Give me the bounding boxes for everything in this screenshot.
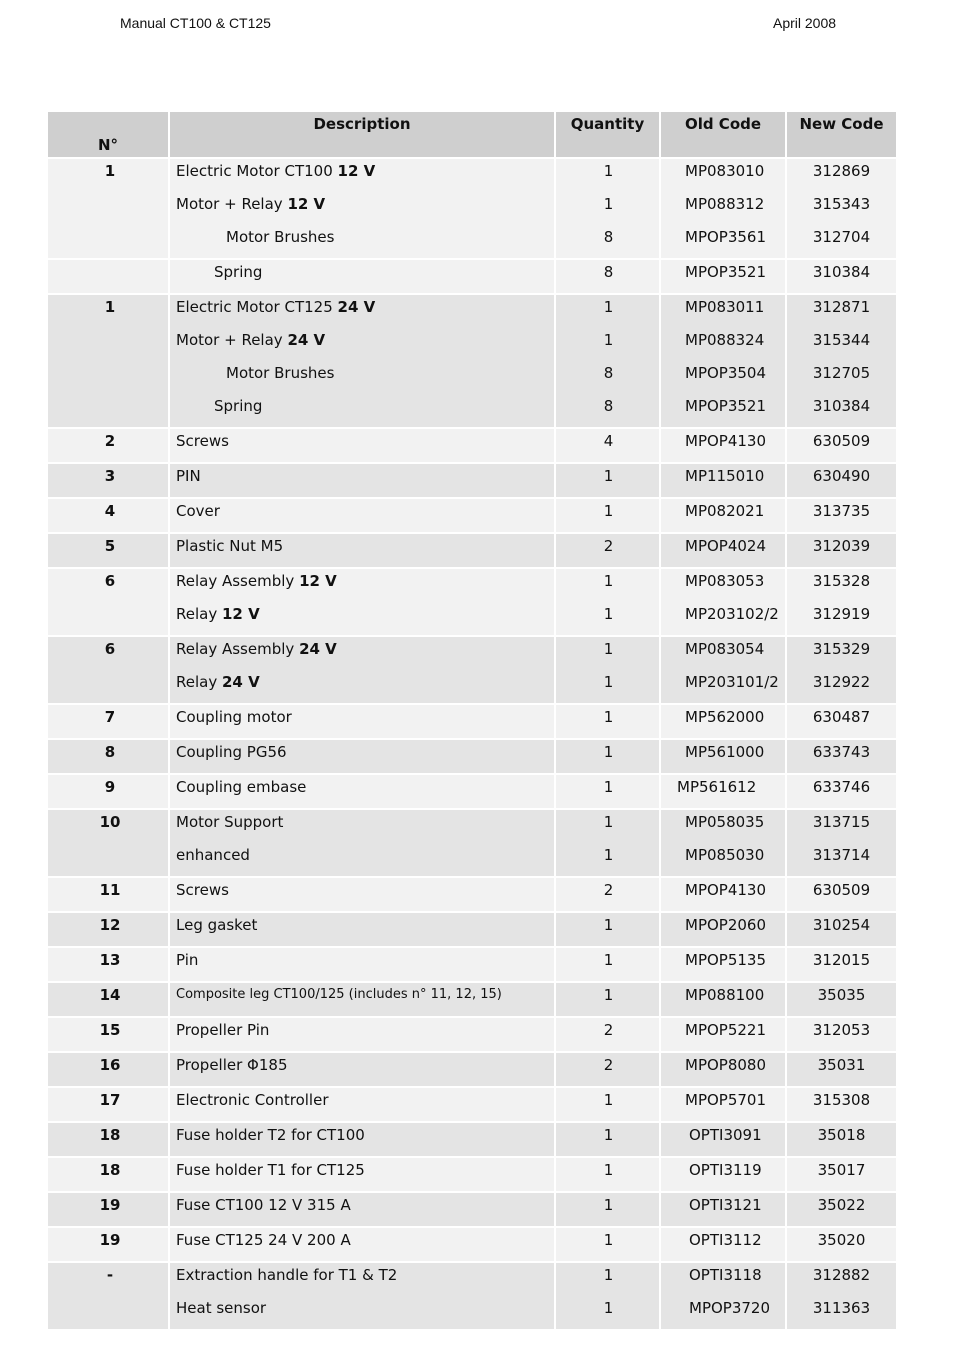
old-code-cell: MP561612 (660, 774, 786, 809)
description-text: enhanced (176, 846, 250, 864)
voltage-label: 12 V (287, 195, 326, 213)
table-row (48, 1122, 896, 1157)
part-group (48, 912, 896, 947)
part-number-cell: 8 (48, 739, 169, 774)
description-text: Coupling PG56 (176, 743, 287, 761)
part-group (48, 704, 896, 739)
description-text: Composite leg CT100/125 (includes n° 11, 12, 15) (176, 987, 502, 1002)
table-row (48, 947, 896, 982)
description-cell (169, 1227, 555, 1262)
new-code-cell: 630509 (786, 428, 896, 463)
old-code-cell: MPOP8080 (660, 1052, 786, 1087)
new-code-cell: 312015 (786, 947, 896, 982)
table-row (48, 533, 896, 568)
quantity-cell: 8 (555, 225, 660, 259)
old-code-cell: MPOP5135 (660, 947, 786, 982)
description-text: Screws (176, 432, 229, 450)
page-header (0, 0, 954, 112)
description-text: PIN (176, 467, 201, 485)
table-row (48, 328, 896, 361)
manual-title: Manual CT100 & CT125 (120, 15, 271, 31)
quantity-cell: 1 (555, 636, 660, 670)
description-cell (169, 947, 555, 982)
description-cell (169, 636, 555, 670)
description-cell (169, 1122, 555, 1157)
description-text: Relay Assembly (176, 640, 295, 658)
part-group (48, 568, 896, 636)
part-number-cell: 5 (48, 533, 169, 568)
table-row (48, 912, 896, 947)
part-group (48, 739, 896, 774)
part-number-cell (48, 602, 169, 636)
quantity-cell: 1 (555, 670, 660, 704)
table-row (48, 259, 896, 294)
quantity-cell: 1 (555, 843, 660, 877)
description-cell (169, 158, 555, 192)
part-number-cell (48, 361, 169, 394)
description-text: Screws (176, 881, 229, 899)
description-cell (169, 1296, 555, 1329)
voltage-label: 24 V (337, 298, 376, 316)
description-text: Motor Brushes (226, 228, 335, 246)
description-text: Leg gasket (176, 916, 258, 934)
part-group (48, 877, 896, 912)
description-text: Extraction handle for T1 & T2 (176, 1266, 398, 1284)
part-group (48, 498, 896, 533)
part-number-cell (48, 192, 169, 225)
old-code-cell: MP203102/2 (660, 602, 786, 636)
quantity-cell: 1 (555, 192, 660, 225)
description-text: Coupling motor (176, 708, 292, 726)
part-number-cell (48, 1296, 169, 1329)
quantity-cell: 1 (555, 1192, 660, 1227)
voltage-label: 24 V (222, 673, 260, 691)
part-number-cell: 3 (48, 463, 169, 498)
description-text: Spring (214, 263, 263, 281)
new-code-cell: 313714 (786, 843, 896, 877)
part-number-cell (48, 225, 169, 259)
part-group (48, 809, 896, 877)
table-row (48, 602, 896, 636)
quantity-cell: 2 (555, 877, 660, 912)
part-number-cell: 16 (48, 1052, 169, 1087)
old-code-cell: MP082021 (660, 498, 786, 533)
old-code-cell: MPOP5221 (660, 1017, 786, 1052)
part-number-cell: 6 (48, 636, 169, 670)
description-cell (169, 602, 555, 636)
table-row (48, 774, 896, 809)
description-cell (169, 1052, 555, 1087)
new-code-cell: 630490 (786, 463, 896, 498)
quantity-cell: 1 (555, 809, 660, 843)
part-number-cell (48, 670, 169, 704)
description-text: Pin (176, 951, 199, 969)
new-code-cell: 315308 (786, 1087, 896, 1122)
part-number-cell: 10 (48, 809, 169, 843)
description-text: Plastic Nut M5 (176, 537, 284, 555)
old-code-cell: MP085030 (660, 843, 786, 877)
description-text: Cover (176, 502, 220, 520)
description-text: Electric Motor CT125 (176, 298, 333, 316)
description-cell (169, 982, 555, 1017)
description-text: Fuse CT125 24 V 200 A (176, 1231, 351, 1249)
description-text: Electric Motor CT100 (176, 162, 333, 180)
new-code-cell: 312039 (786, 533, 896, 568)
new-code-cell: 315329 (786, 636, 896, 670)
table-row (48, 1262, 896, 1296)
old-code-cell: OPTI3112 (660, 1227, 786, 1262)
old-code-cell: MP088324 (660, 328, 786, 361)
old-code-cell: MP562000 (660, 704, 786, 739)
new-code-cell: 35022 (786, 1192, 896, 1227)
old-code-cell: MP203101/2 (660, 670, 786, 704)
part-number-cell: - (48, 1262, 169, 1296)
description-text: Motor Support (176, 813, 284, 831)
description-cell (169, 877, 555, 912)
part-number-cell: 18 (48, 1157, 169, 1192)
table-row (48, 294, 896, 328)
description-cell (169, 294, 555, 328)
new-code-cell: 312882 (786, 1262, 896, 1296)
description-cell (169, 1262, 555, 1296)
part-number-cell: 15 (48, 1017, 169, 1052)
old-code-cell: MPOP3521 (660, 394, 786, 428)
new-code-cell: 312871 (786, 294, 896, 328)
part-number-cell (48, 843, 169, 877)
quantity-cell: 1 (555, 602, 660, 636)
table-row (48, 670, 896, 704)
old-code-cell: MP058035 (660, 809, 786, 843)
old-code-cell: MP088312 (660, 192, 786, 225)
description-text: Propeller Pin (176, 1021, 270, 1039)
part-group (48, 158, 896, 259)
table-row (48, 158, 896, 192)
description-cell (169, 1157, 555, 1192)
old-code-cell: MP083054 (660, 636, 786, 670)
part-number-cell: 1 (48, 294, 169, 328)
table-row (48, 809, 896, 843)
description-cell (169, 1087, 555, 1122)
old-code-cell: MPOP4130 (660, 877, 786, 912)
new-code-cell: 630487 (786, 704, 896, 739)
new-code-cell: 35017 (786, 1157, 896, 1192)
table-row (48, 361, 896, 394)
description-cell (169, 843, 555, 877)
part-number-cell: 17 (48, 1087, 169, 1122)
new-code-cell: 310384 (786, 394, 896, 428)
part-group (48, 947, 896, 982)
old-code-cell: OPTI3121 (660, 1192, 786, 1227)
description-cell (169, 463, 555, 498)
quantity-cell: 1 (555, 1087, 660, 1122)
old-code-cell: MPOP3504 (660, 361, 786, 394)
quantity-cell: 1 (555, 568, 660, 602)
part-group (48, 1052, 896, 1087)
table-row (48, 1017, 896, 1052)
new-code-cell: 315344 (786, 328, 896, 361)
old-code-cell: MP561000 (660, 739, 786, 774)
old-code-cell: MP083053 (660, 568, 786, 602)
quantity-cell: 2 (555, 1052, 660, 1087)
table-row (48, 394, 896, 428)
new-code-cell: 315328 (786, 568, 896, 602)
new-code-cell: 35031 (786, 1052, 896, 1087)
table-row (48, 739, 896, 774)
description-text: Spring (214, 397, 263, 415)
part-group (48, 1122, 896, 1157)
new-code-cell: 312704 (786, 225, 896, 259)
table-row (48, 1192, 896, 1227)
part-group (48, 428, 896, 463)
quantity-cell: 2 (555, 533, 660, 568)
parts-table (48, 112, 896, 1329)
table-row (48, 463, 896, 498)
description-text: Fuse CT100 12 V 315 A (176, 1196, 351, 1214)
part-number-cell: 7 (48, 704, 169, 739)
quantity-cell: 8 (555, 259, 660, 294)
quantity-cell: 1 (555, 1296, 660, 1329)
quantity-cell: 1 (555, 328, 660, 361)
old-code-cell: OPTI3118 (660, 1262, 786, 1296)
table-row (48, 1157, 896, 1192)
table-row (48, 428, 896, 463)
part-number-cell (48, 394, 169, 428)
description-text: Motor Brushes (226, 364, 335, 382)
old-code-cell: OPTI3119 (660, 1157, 786, 1192)
new-code-cell: 311363 (786, 1296, 896, 1329)
part-number-cell: 4 (48, 498, 169, 533)
part-number-cell: 12 (48, 912, 169, 947)
table-row (48, 1052, 896, 1087)
description-cell (169, 670, 555, 704)
description-text: Heat sensor (176, 1299, 267, 1317)
description-cell (169, 192, 555, 225)
part-number-cell (48, 328, 169, 361)
description-cell (169, 774, 555, 809)
description-cell (169, 739, 555, 774)
old-code-cell: MPOP5701 (660, 1087, 786, 1122)
new-code-cell: 312869 (786, 158, 896, 192)
quantity-cell: 1 (555, 463, 660, 498)
new-code-cell: 633746 (786, 774, 896, 809)
part-number-cell: 14 (48, 982, 169, 1017)
part-number-cell: 9 (48, 774, 169, 809)
table-row (48, 225, 896, 259)
quantity-cell: 1 (555, 1122, 660, 1157)
quantity-cell: 1 (555, 947, 660, 982)
new-code-cell: 315343 (786, 192, 896, 225)
quantity-cell: 4 (555, 428, 660, 463)
description-text: Relay (176, 605, 218, 623)
table-row (48, 498, 896, 533)
new-code-cell: 310384 (786, 259, 896, 294)
new-code-cell: 313735 (786, 498, 896, 533)
new-code-cell: 312053 (786, 1017, 896, 1052)
old-code-cell: MP088100 (660, 982, 786, 1017)
table-row (48, 982, 896, 1017)
description-text: Propeller Φ185 (176, 1056, 288, 1074)
quantity-cell: 2 (555, 1017, 660, 1052)
description-text: Motor + Relay (176, 195, 283, 213)
description-cell (169, 361, 555, 394)
description-text: Relay Assembly (176, 572, 295, 590)
table-row (48, 568, 896, 602)
table-row (48, 1087, 896, 1122)
description-text: Fuse holder T1 for CT125 (176, 1161, 365, 1179)
quantity-cell: 1 (555, 1227, 660, 1262)
description-cell (169, 328, 555, 361)
description-cell (169, 225, 555, 259)
old-code-cell: MPOP4130 (660, 428, 786, 463)
description-text: Fuse holder T2 for CT100 (176, 1126, 365, 1144)
part-group (48, 1192, 896, 1227)
table-row (48, 877, 896, 912)
part-group (48, 533, 896, 568)
old-code-cell: MP083010 (660, 158, 786, 192)
table-row (48, 704, 896, 739)
new-code-cell: 312919 (786, 602, 896, 636)
description-text: Electronic Controller (176, 1091, 329, 1109)
description-cell (169, 912, 555, 947)
voltage-label: 12 V (337, 162, 376, 180)
column-header-number: N° (48, 112, 169, 158)
new-code-cell: 35020 (786, 1227, 896, 1262)
new-code-cell: 633743 (786, 739, 896, 774)
voltage-label: 24 V (299, 640, 337, 658)
quantity-cell: 1 (555, 498, 660, 533)
column-header-old-code: Old Code (660, 112, 786, 158)
quantity-cell: 8 (555, 361, 660, 394)
part-group (48, 774, 896, 809)
description-text: Relay (176, 673, 218, 691)
part-group (48, 1157, 896, 1192)
new-code-cell: 310254 (786, 912, 896, 947)
old-code-cell: MPOP2060 (660, 912, 786, 947)
quantity-cell: 1 (555, 739, 660, 774)
new-code-cell: 313715 (786, 809, 896, 843)
new-code-cell: 312705 (786, 361, 896, 394)
voltage-label: 12 V (299, 572, 337, 590)
new-code-cell: 312922 (786, 670, 896, 704)
part-number-cell: 1 (48, 158, 169, 192)
description-cell (169, 1017, 555, 1052)
parts-table-header (48, 112, 896, 158)
part-group (48, 982, 896, 1017)
quantity-cell: 1 (555, 1262, 660, 1296)
part-number-cell: 11 (48, 877, 169, 912)
part-number-cell: 6 (48, 568, 169, 602)
quantity-cell: 1 (555, 158, 660, 192)
column-header-new-code: New Code (786, 112, 896, 158)
part-number-cell: 19 (48, 1227, 169, 1262)
voltage-label: 12 V (222, 605, 260, 623)
old-code-cell: MPOP4024 (660, 533, 786, 568)
part-group (48, 259, 896, 294)
part-group (48, 1262, 896, 1329)
old-code-cell: MPOP3561 (660, 225, 786, 259)
new-code-cell: 630509 (786, 877, 896, 912)
quantity-cell: 1 (555, 294, 660, 328)
description-cell (169, 1192, 555, 1227)
old-code-cell: MP083011 (660, 294, 786, 328)
quantity-cell: 1 (555, 774, 660, 809)
description-cell (169, 809, 555, 843)
part-group (48, 1087, 896, 1122)
table-row (48, 192, 896, 225)
table-row (48, 843, 896, 877)
description-cell (169, 568, 555, 602)
description-cell (169, 428, 555, 463)
table-row (48, 636, 896, 670)
table-row (48, 1296, 896, 1329)
old-code-cell: MPOP3720 (660, 1296, 786, 1329)
part-group (48, 1227, 896, 1262)
description-cell (169, 498, 555, 533)
part-group (48, 636, 896, 704)
old-code-cell: MP115010 (660, 463, 786, 498)
description-text: Motor + Relay (176, 331, 283, 349)
quantity-cell: 1 (555, 912, 660, 947)
quantity-cell: 1 (555, 704, 660, 739)
part-group (48, 463, 896, 498)
description-cell (169, 394, 555, 428)
description-cell (169, 533, 555, 568)
quantity-cell: 1 (555, 982, 660, 1017)
old-code-cell: OPTI3091 (660, 1122, 786, 1157)
new-code-cell: 35018 (786, 1122, 896, 1157)
quantity-cell: 1 (555, 1157, 660, 1192)
header-row (48, 112, 896, 158)
old-code-cell: MPOP3521 (660, 259, 786, 294)
part-number-cell (48, 259, 169, 294)
voltage-label: 24 V (287, 331, 326, 349)
column-header-description: Description (169, 112, 555, 158)
description-text: Coupling embase (176, 778, 307, 796)
part-group (48, 294, 896, 428)
description-cell (169, 259, 555, 294)
description-cell (169, 704, 555, 739)
part-number-cell: 13 (48, 947, 169, 982)
part-number-cell: 2 (48, 428, 169, 463)
document-date: April 2008 (773, 15, 837, 31)
part-number-cell: 19 (48, 1192, 169, 1227)
column-header-quantity: Quantity (555, 112, 660, 158)
part-number-cell: 18 (48, 1122, 169, 1157)
part-group (48, 1017, 896, 1052)
new-code-cell: 35035 (786, 982, 896, 1017)
quantity-cell: 8 (555, 394, 660, 428)
table-row (48, 1227, 896, 1262)
